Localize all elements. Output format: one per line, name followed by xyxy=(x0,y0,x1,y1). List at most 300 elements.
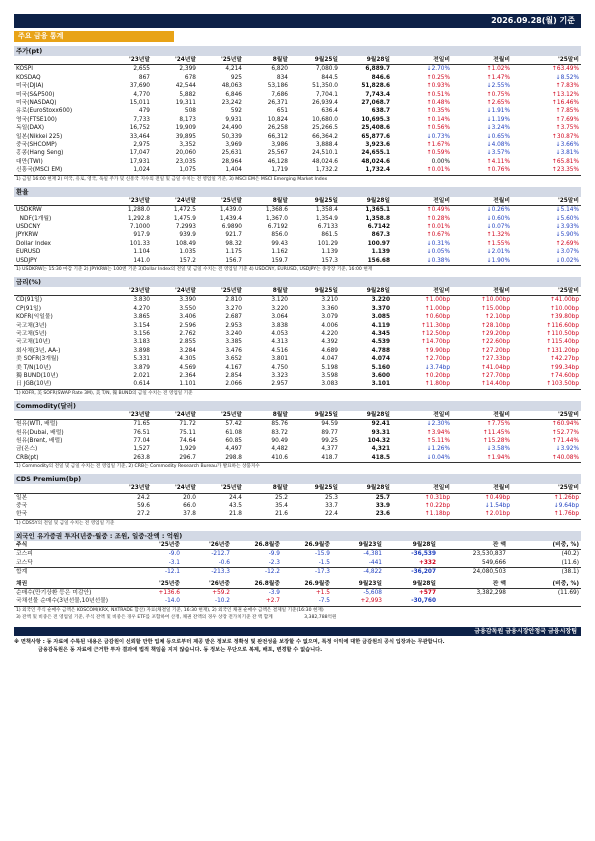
table-cell: ↑1.18bp xyxy=(424,511,450,518)
column-header: 전일비 xyxy=(392,197,452,206)
table-cell: 3.154 xyxy=(133,322,150,329)
table-header-row xyxy=(14,197,581,206)
table-cell: ↑0.31bp xyxy=(424,494,450,501)
table-cell: ↑0.93% xyxy=(426,83,450,90)
table-cell: 25,567 xyxy=(267,150,288,157)
table-cell: 42,544 xyxy=(175,83,196,90)
table-cell: 1,358.8 xyxy=(365,215,390,222)
table-cell: ↓4.08% xyxy=(486,142,510,149)
table-cell: 418.7 xyxy=(321,454,338,461)
table-cell: 7,686 xyxy=(271,91,288,98)
table-cell: 26,371 xyxy=(267,100,288,107)
foreign-note-2-text: 3) 잔액 및 비중은 전 영업일 기준, 주식 잔액 및 비중은 경우 ETF를 포함하여 산정, 채권 잔액의 경우 상장 전가치기준 잔 액 합계 xyxy=(16,614,273,620)
row-label: CD(91일) xyxy=(16,297,43,304)
table-cell: -14.0 xyxy=(165,598,180,605)
table-cell: ↑7.75% xyxy=(486,421,510,428)
table-cell: 844.5 xyxy=(321,74,338,81)
table-cell: 90.49 xyxy=(271,438,288,445)
table-cell: ↑27.33bp xyxy=(481,356,510,363)
table-cell: ↑11.45% xyxy=(483,429,510,436)
table-cell: -30,760 xyxy=(411,598,436,605)
table-cell: 1.035 xyxy=(179,249,196,256)
table-cell: 4,214 xyxy=(225,66,242,73)
section-note: 1) KOFR, 美 SOFR(SWAP Rate 3M), 美 T/N, 獨 BUND의 금일 수치는 전 영업일 기준 xyxy=(14,389,581,397)
table-cell: 3,888.4 xyxy=(315,142,338,149)
table-cell: ↑9.90bp xyxy=(424,347,450,354)
table-cell: 7,080.9 xyxy=(315,66,338,73)
table-cell: 59.6 xyxy=(137,503,150,510)
table-cell: ↓8.52% xyxy=(555,74,579,81)
table-cell: 4.345 xyxy=(371,330,390,337)
table-cell: ↓3.92% xyxy=(555,446,579,453)
table-cell: 4.392 xyxy=(321,339,338,346)
table-cell: 4.119 xyxy=(371,322,390,329)
table-cell: 3,969 xyxy=(225,142,242,149)
column-header: 전월비 xyxy=(452,411,512,420)
table-cell: ↑10.00bp xyxy=(550,305,579,312)
table-cell: 3.598 xyxy=(321,373,338,379)
table-cell: ↓0.04% xyxy=(426,454,450,461)
table-cell: ↑5.11% xyxy=(426,438,450,445)
table-cell: 3.183 xyxy=(133,339,150,346)
row-label: USDCNY xyxy=(16,223,41,230)
table-cell: 48,063 xyxy=(221,83,242,90)
column-header: '23년말 xyxy=(106,484,152,493)
table-cell: ↑2.70bp xyxy=(424,356,450,363)
column-header: 9월23일 xyxy=(332,580,384,589)
table-row xyxy=(14,166,581,174)
table-cell: 834 xyxy=(276,74,288,81)
table-cell: 4.167 xyxy=(225,364,242,371)
table-cell: 71.72 xyxy=(179,421,196,428)
table-row xyxy=(14,445,581,453)
row-label: 日 JGB(10년) xyxy=(16,381,52,388)
table-cell: 5,882 xyxy=(179,91,196,98)
table-cell: 17,931 xyxy=(129,158,150,165)
table-cell: 2,399 xyxy=(179,66,196,73)
table-cell: ↑4.11% xyxy=(486,158,510,165)
column-header: '23년말 xyxy=(106,56,152,65)
table-cell: 43.5 xyxy=(229,503,242,510)
table-cell: 3.083 xyxy=(321,381,338,388)
column-header: 전일비 xyxy=(392,56,452,65)
column-header: '24년말 xyxy=(152,484,198,493)
table-row xyxy=(14,493,581,502)
table-row xyxy=(14,330,581,338)
table-cell: 16,752 xyxy=(129,125,150,132)
table-cell: 1,365.1 xyxy=(365,207,390,214)
column-header: '26년중 xyxy=(182,541,232,550)
table-cell: -9.0 xyxy=(168,551,180,558)
table-cell: 2.687 xyxy=(225,314,242,321)
table-cell: 3.085 xyxy=(371,314,390,321)
table-cell: 99.25 xyxy=(321,438,338,445)
table-cell: ↑2.01bp xyxy=(484,511,510,518)
table-cell: ↑41.04bp xyxy=(481,364,510,371)
table-cell: ↑15.28% xyxy=(483,438,510,445)
column-header xyxy=(14,484,106,493)
table-cell: ↓0.60% xyxy=(486,215,510,222)
row-label: 신흥국(MSCI EM) xyxy=(16,167,63,174)
table-cell: 23,530,837 xyxy=(472,551,506,558)
table-cell: 37,690 xyxy=(129,83,150,90)
table-cell: 108.49 xyxy=(175,240,196,247)
table-cell: ↓1.26% xyxy=(426,446,450,453)
table-cell: 24,655.1 xyxy=(361,150,390,157)
row-label: 美 T/N(10년) xyxy=(16,364,51,371)
table-cell: ↓2.30% xyxy=(426,421,450,428)
column-header: '25말비 xyxy=(512,197,581,206)
column-header xyxy=(14,56,106,65)
column-header: 9월28일 xyxy=(340,197,392,206)
table-cell: 638.7 xyxy=(371,108,390,115)
column-header: 전일비 xyxy=(392,287,452,296)
column-header: 8월말 xyxy=(244,484,290,493)
table-cell: 156.68 xyxy=(367,257,390,264)
table-cell: 37.8 xyxy=(183,511,196,518)
column-header: '25말비 xyxy=(512,56,581,65)
table-cell: -0.6 xyxy=(218,559,230,566)
table-cell: 410.6 xyxy=(271,454,288,461)
table-cell: ↓3.93% xyxy=(555,223,579,230)
section-note: 1) CDS5Y의 전일 및 금일 수치는 전 영업일 기준 xyxy=(14,519,581,527)
column-header: '24년말 xyxy=(152,197,198,206)
row-label: KOSPI xyxy=(16,66,33,73)
table-cell: ↓5.90% xyxy=(555,232,579,239)
column-header: '25년말 xyxy=(198,197,244,206)
table-cell: +2,993 xyxy=(360,598,382,605)
table-row xyxy=(14,347,581,355)
table-cell: ↑39.80bp xyxy=(550,314,579,321)
stocks-table xyxy=(14,56,581,175)
column-header: '25년중 xyxy=(134,580,182,589)
table-row xyxy=(14,568,581,577)
table-cell: 4.053 xyxy=(271,330,288,337)
column-header: 전월비 xyxy=(452,287,512,296)
table-cell: ↑27.70bp xyxy=(481,373,510,379)
table-cell: 27.2 xyxy=(137,511,150,518)
table-row xyxy=(14,206,581,215)
table-row xyxy=(14,257,581,265)
table-cell: 76.51 xyxy=(133,429,150,436)
table-cell: 33.9 xyxy=(375,503,390,510)
table-row xyxy=(14,99,581,107)
table-cell: 3.220 xyxy=(371,297,390,304)
table-cell: 53,186 xyxy=(267,83,288,90)
row-label: 대만(TWI) xyxy=(16,158,43,165)
table-cell: 3.064 xyxy=(271,314,288,321)
table-cell: ↑40.08% xyxy=(552,454,579,461)
table-cell: 74.64 xyxy=(179,438,196,445)
table-cell: ↑0.49bp xyxy=(484,494,510,501)
table-cell: 4.516 xyxy=(271,347,288,354)
column-header: '25말비 xyxy=(512,287,581,296)
table-cell: 1.101 xyxy=(179,381,196,388)
table-cell: 75.11 xyxy=(179,429,196,436)
table-cell: 6,820 xyxy=(271,66,288,73)
table-cell: ↑0.56% xyxy=(426,125,450,132)
table-row xyxy=(14,502,581,510)
table-cell: ↑1.80bp xyxy=(424,381,450,388)
table-cell: 3.120 xyxy=(271,297,288,304)
table-cell: 6,889.7 xyxy=(365,66,390,73)
table-cell: 24,490 xyxy=(221,125,242,132)
table-cell: 99.43 xyxy=(271,240,288,247)
row-label: 중국(SHCOMP) xyxy=(16,142,57,149)
table-cell: 25.7 xyxy=(375,494,390,501)
foreign-stock-table xyxy=(14,541,581,577)
table-cell: 1,439.0 xyxy=(219,207,242,214)
table-cell: +59.2 xyxy=(212,589,230,596)
table-cell: +332 xyxy=(419,559,436,566)
section-rates xyxy=(14,277,581,397)
table-cell: ↑1.02% xyxy=(486,66,510,73)
table-cell: -7.5 xyxy=(318,598,330,605)
table-cell: 66.0 xyxy=(183,503,196,510)
table-row xyxy=(14,82,581,90)
foreign-investment-title: 외국인 유가증권 투자(년중·월중 : 조원, 일중·잔액 : 억원) xyxy=(14,531,581,541)
table-cell: 157.2 xyxy=(179,257,196,264)
table-cell: 26,939.4 xyxy=(312,100,338,107)
table-cell: 35.4 xyxy=(275,503,288,510)
table-cell: 856.0 xyxy=(271,232,288,239)
table-cell: ↑0.14% xyxy=(426,116,450,123)
table-cell: 1.104 xyxy=(133,249,150,256)
table-cell: ↑0.59% xyxy=(426,150,450,157)
table-cell: ↓3.07% xyxy=(555,249,579,256)
fx-table xyxy=(14,197,581,265)
row-label: 합계 xyxy=(14,568,134,577)
table-cell: 15,011 xyxy=(129,100,150,107)
table-cell: 24.2 xyxy=(137,494,150,501)
table-cell: 104.32 xyxy=(367,438,390,445)
table-cell: ↑60.94% xyxy=(552,421,579,428)
table-cell: 3.550 xyxy=(179,305,196,312)
table-header-row xyxy=(14,580,581,589)
foreign-bond-table xyxy=(14,580,581,606)
table-row xyxy=(14,305,581,313)
foreign-investment-section xyxy=(14,531,581,622)
table-cell: ↑23.35% xyxy=(552,167,579,174)
table-cell: 917.9 xyxy=(133,232,150,239)
table-cell: 1,929 xyxy=(179,446,196,453)
table-cell: ↑1.76bp xyxy=(553,511,579,518)
row-label: CRB(pt) xyxy=(16,454,39,461)
sections-container xyxy=(14,46,581,527)
table-cell: ↑13.12% xyxy=(552,91,579,98)
table-cell: 1,719 xyxy=(271,167,288,174)
table-cell: 7,743.4 xyxy=(365,91,390,98)
table-cell: 4,482 xyxy=(271,446,288,453)
column-header: '23년말 xyxy=(106,197,152,206)
table-cell: 921.7 xyxy=(225,232,242,239)
table-cell: 4.074 xyxy=(371,356,390,363)
table-cell: 83.72 xyxy=(271,429,288,436)
table-cell: ↑0.35% xyxy=(426,108,450,115)
table-cell: ↑63.49% xyxy=(552,66,579,73)
row-label: 중국 xyxy=(16,503,28,510)
table-cell: 93.31 xyxy=(371,429,390,436)
row-label: NDF(1개월) xyxy=(16,215,52,222)
table-cell: 3.652 xyxy=(225,356,242,363)
table-cell: 2.855 xyxy=(179,339,196,346)
table-cell: 24,080,503 xyxy=(438,568,508,577)
table-cell: 3,352 xyxy=(179,142,196,149)
row-label: 순매수(만기상환 등은 미감안) xyxy=(16,589,92,596)
column-header: 9월25일 xyxy=(290,411,340,420)
table-cell: ↑12.50bp xyxy=(421,330,450,337)
table-cell: 3.390 xyxy=(179,297,196,304)
table-row xyxy=(14,149,581,157)
row-label: 국고채(5년) xyxy=(16,330,47,337)
table-cell: ↑3.75% xyxy=(555,125,579,132)
table-cell: ↓0.65% xyxy=(486,133,510,140)
table-cell: 10,824 xyxy=(267,116,288,123)
table-cell: (11.69) xyxy=(557,589,579,596)
table-cell: 3.838 xyxy=(271,322,288,329)
table-cell: 9,931 xyxy=(225,116,242,123)
table-row xyxy=(14,313,581,321)
table-row xyxy=(14,116,581,124)
commodity-table xyxy=(14,411,581,462)
table-cell: ↑2.10bp xyxy=(484,314,510,321)
table-cell: ↑42.27bp xyxy=(550,356,579,363)
table-cell: 2.810 xyxy=(225,297,242,304)
table-row xyxy=(14,296,581,305)
section-title: 주가(pt) xyxy=(14,46,581,56)
row-label: 코스닥 xyxy=(16,559,33,566)
table-cell: 71.65 xyxy=(133,421,150,428)
table-row xyxy=(14,231,581,239)
table-row xyxy=(14,380,581,388)
column-header: (비중, %) xyxy=(508,541,581,550)
section-note: 1) USDKRW는 15:30 마감 기준 2) JPYKRW는 100엔 기준 3)Dollar Index의 전일 및 금일 수치는 전 영업일 기준 4) USDCNY, EURUSD, USDJPY는 종장장 기준, 16:00 현재 xyxy=(14,265,581,273)
table-cell: ↑0.76% xyxy=(486,167,510,174)
table-cell: 3.240 xyxy=(225,330,242,337)
table-cell: 5.198 xyxy=(321,364,338,371)
table-cell: ↓1.91% xyxy=(486,108,510,115)
table-cell: ↓0.02% xyxy=(555,257,579,264)
table-cell: 156.7 xyxy=(225,257,242,264)
table-header-row xyxy=(14,484,581,493)
row-label: 일본(Nikkei 225) xyxy=(16,133,63,140)
table-cell: 3.830 xyxy=(133,297,150,304)
table-cell: -12.2 xyxy=(232,568,282,577)
report-page xyxy=(14,14,581,654)
column-header: '24년말 xyxy=(152,287,198,296)
table-cell: 2.953 xyxy=(225,322,242,329)
table-cell: 1.139 xyxy=(371,249,390,256)
row-label: 미국(NASDAQ) xyxy=(16,100,57,107)
row-label: 국채선물 순매수(3년선물,10년선물) xyxy=(16,598,109,605)
table-cell: 3.406 xyxy=(179,314,196,321)
column-header: '26년중 xyxy=(182,580,232,589)
table-cell: 17,047 xyxy=(129,150,150,157)
table-row xyxy=(14,158,581,166)
foreign-note-2-suffix: 3,382,788억원 xyxy=(304,614,337,620)
table-cell: ↑0.49% xyxy=(426,207,450,214)
table-cell: +2.7 xyxy=(265,598,280,605)
table-cell: 846.6 xyxy=(371,74,390,81)
table-cell: 1,475.9 xyxy=(173,215,196,222)
table-cell: (38.1) xyxy=(508,568,581,577)
table-cell: 1,732.4 xyxy=(365,167,390,174)
table-cell: 61.08 xyxy=(225,429,242,436)
column-header: 8월말 xyxy=(244,56,290,65)
table-cell: 3.600 xyxy=(371,373,390,379)
table-cell: ↑14.70bp xyxy=(421,339,450,346)
table-cell: ↑3.94% xyxy=(426,429,450,436)
table-cell: 24.4 xyxy=(229,494,242,501)
table-cell: 4,497 xyxy=(225,446,242,453)
column-header: 잔 액 xyxy=(438,541,508,550)
table-cell: 85.76 xyxy=(271,421,288,428)
column-header: 9월25일 xyxy=(290,287,340,296)
table-cell: 3.879 xyxy=(133,364,150,371)
table-cell: 3,986 xyxy=(271,142,288,149)
table-cell: ↑1.47% xyxy=(486,74,510,81)
table-cell: (11.6) xyxy=(561,559,579,566)
table-row xyxy=(14,420,581,429)
table-cell: 66,312 xyxy=(267,133,288,140)
row-label: 영국(FTSE100) xyxy=(16,116,57,123)
table-cell: 3.284 xyxy=(179,347,196,354)
table-cell: 298.8 xyxy=(225,454,242,461)
column-header: 전월비 xyxy=(452,484,512,493)
table-cell: 4,321 xyxy=(371,446,390,453)
table-cell: ↓2.55% xyxy=(486,83,510,90)
table-cell: ↑0.25% xyxy=(426,74,450,81)
column-header: 9월28일 xyxy=(384,541,438,550)
table-cell: 3.079 xyxy=(321,314,338,321)
table-cell: ↑41.00bp xyxy=(550,297,579,304)
table-cell: -2.3 xyxy=(268,559,280,566)
table-cell: 3.370 xyxy=(371,305,390,312)
table-cell: ↓0.07% xyxy=(486,223,510,230)
table-cell: 46,128 xyxy=(267,158,288,165)
table-cell: 51,828.6 xyxy=(361,83,390,90)
table-cell: ↓0.73% xyxy=(426,133,450,140)
table-cell: 24,510.1 xyxy=(312,150,338,157)
table-cell: ↑10.00bp xyxy=(481,297,510,304)
column-header: '25년말 xyxy=(198,287,244,296)
row-label: 원유(Brent, 배럴) xyxy=(16,438,63,445)
table-cell: ↑99.34bp xyxy=(550,364,579,371)
table-cell: 4.006 xyxy=(321,322,338,329)
row-label: 독일(DAX) xyxy=(16,125,45,132)
table-cell: -1.5 xyxy=(318,559,330,566)
table-cell: 21.6 xyxy=(275,511,288,518)
table-cell: -213.3 xyxy=(182,568,232,577)
table-cell: ↑16.46% xyxy=(552,100,579,107)
column-header: 전월비 xyxy=(452,56,512,65)
row-label: CP(91일) xyxy=(16,305,42,312)
table-cell: -212.7 xyxy=(211,551,230,558)
column-header: 9월25일 xyxy=(290,197,340,206)
cds-table xyxy=(14,484,581,519)
table-cell: ↑0.51% xyxy=(426,91,450,98)
table-cell: ↓3.81% xyxy=(555,150,579,157)
table-cell: ↑131.20bp xyxy=(546,347,579,354)
table-row xyxy=(14,107,581,115)
table-cell: 27,068.7 xyxy=(361,100,390,107)
table-cell: 25,631 xyxy=(221,150,242,157)
column-header xyxy=(14,411,106,420)
table-cell: 77.04 xyxy=(133,438,150,445)
table-cell: 8,173 xyxy=(179,116,196,123)
table-cell: 10,680.0 xyxy=(312,116,338,123)
section-commodity xyxy=(14,401,581,470)
